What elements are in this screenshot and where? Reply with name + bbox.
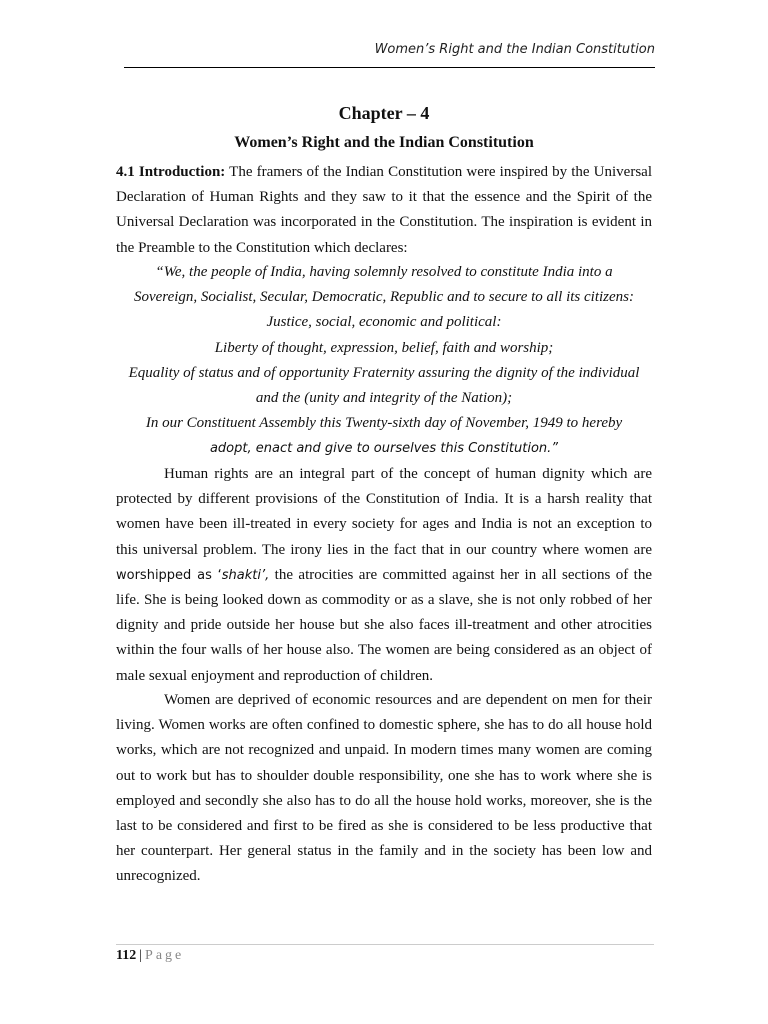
page-footer <box>116 948 184 964</box>
running-header: Women’s Right and the Indian Constitution <box>374 42 655 57</box>
chapter-title: Women’s Right and the Indian Constitution <box>234 134 534 151</box>
body-paragraph-2 <box>116 688 652 890</box>
quote-line: “We, the people of India, having solemnly resolved to constitute India into a <box>155 264 613 280</box>
quote-line: Sovereign, Socialist, Secular, Democratic, Republic and to secure to all its citizens: <box>133 289 635 306</box>
intro-text: The framers of the Indian Constitution were inspired by the Universal Declaration of Human Rights and they saw to it that the essence and the Spirit of the Universal Declaration was incorporated in the Constitution. The inspiration is evident in the Preamble to the Constitution which declares: <box>116 164 652 256</box>
intro-paragraph <box>116 160 652 261</box>
chapter-number: Chapter – 4 <box>338 103 430 123</box>
footer-separator: | <box>139 948 143 963</box>
quote-line: and the (unity and integrity of the Nation); <box>255 390 513 407</box>
page-label: Page <box>145 948 185 963</box>
header-divider <box>124 67 655 68</box>
shakti-term: shakti’, <box>221 567 270 583</box>
quote-line: Liberty of thought, expression, belief, faith and worship; <box>214 339 554 356</box>
body-paragraph-1 <box>116 462 652 689</box>
page-number: 112 <box>116 948 137 963</box>
footer-divider <box>116 944 654 945</box>
worshipped-phrase <box>116 568 269 583</box>
quote-line: Equality of status and of opportunity Fraternity assuring the dignity of the individual <box>128 364 640 381</box>
worshipped-prefix: worshipped as ‘ <box>116 567 222 583</box>
intro-heading: 4.1 Introduction: <box>116 164 226 180</box>
paragraph2-text: Women are deprived of economic resources and are dependent on men for their living. Women works are often confined to domestic sphere, she has to do all house hold works, which are not recognized and unpaid. In modern times many women are coming out to work but has to shoulder double responsibility, one she has to work where she is employed and secondly she also has to do all the house hold works, moreover, she is the last to be considered and first to be fired as she is considered to be less productive that her counterpart. Her general status in the family and in the society has been low and unrecognized. <box>116 692 652 885</box>
paragraph1-text-start: Human rights are an integral part of the concept of human dignity which are protected by different provisions of the Constitution of India. It is a harsh reality that women have been ill-treated in every society for ages and India is not an exception to this universal problem. The irony lies in the fact that in our country where women are <box>116 466 652 558</box>
preamble-quote <box>105 260 663 462</box>
quote-line: adopt, enact and give to ourselves this Constitution.” <box>209 441 559 457</box>
paragraph1-text-end: the atrocities are committed against her in all sections of the life. She is being looked down as commodity or as a slave, she is not only robbed of her dignity and pride outside her house but she also faces ill-treatment and other atrocities within the four walls of her house also. The women are being considered as an object of male sexual enjoyment and reproduction of children. <box>116 566 652 684</box>
quote-line: In our Constituent Assembly this Twenty-sixth day of November, 1949 to hereby <box>145 415 623 432</box>
quote-line: Justice, social, economic and political: <box>266 314 502 331</box>
